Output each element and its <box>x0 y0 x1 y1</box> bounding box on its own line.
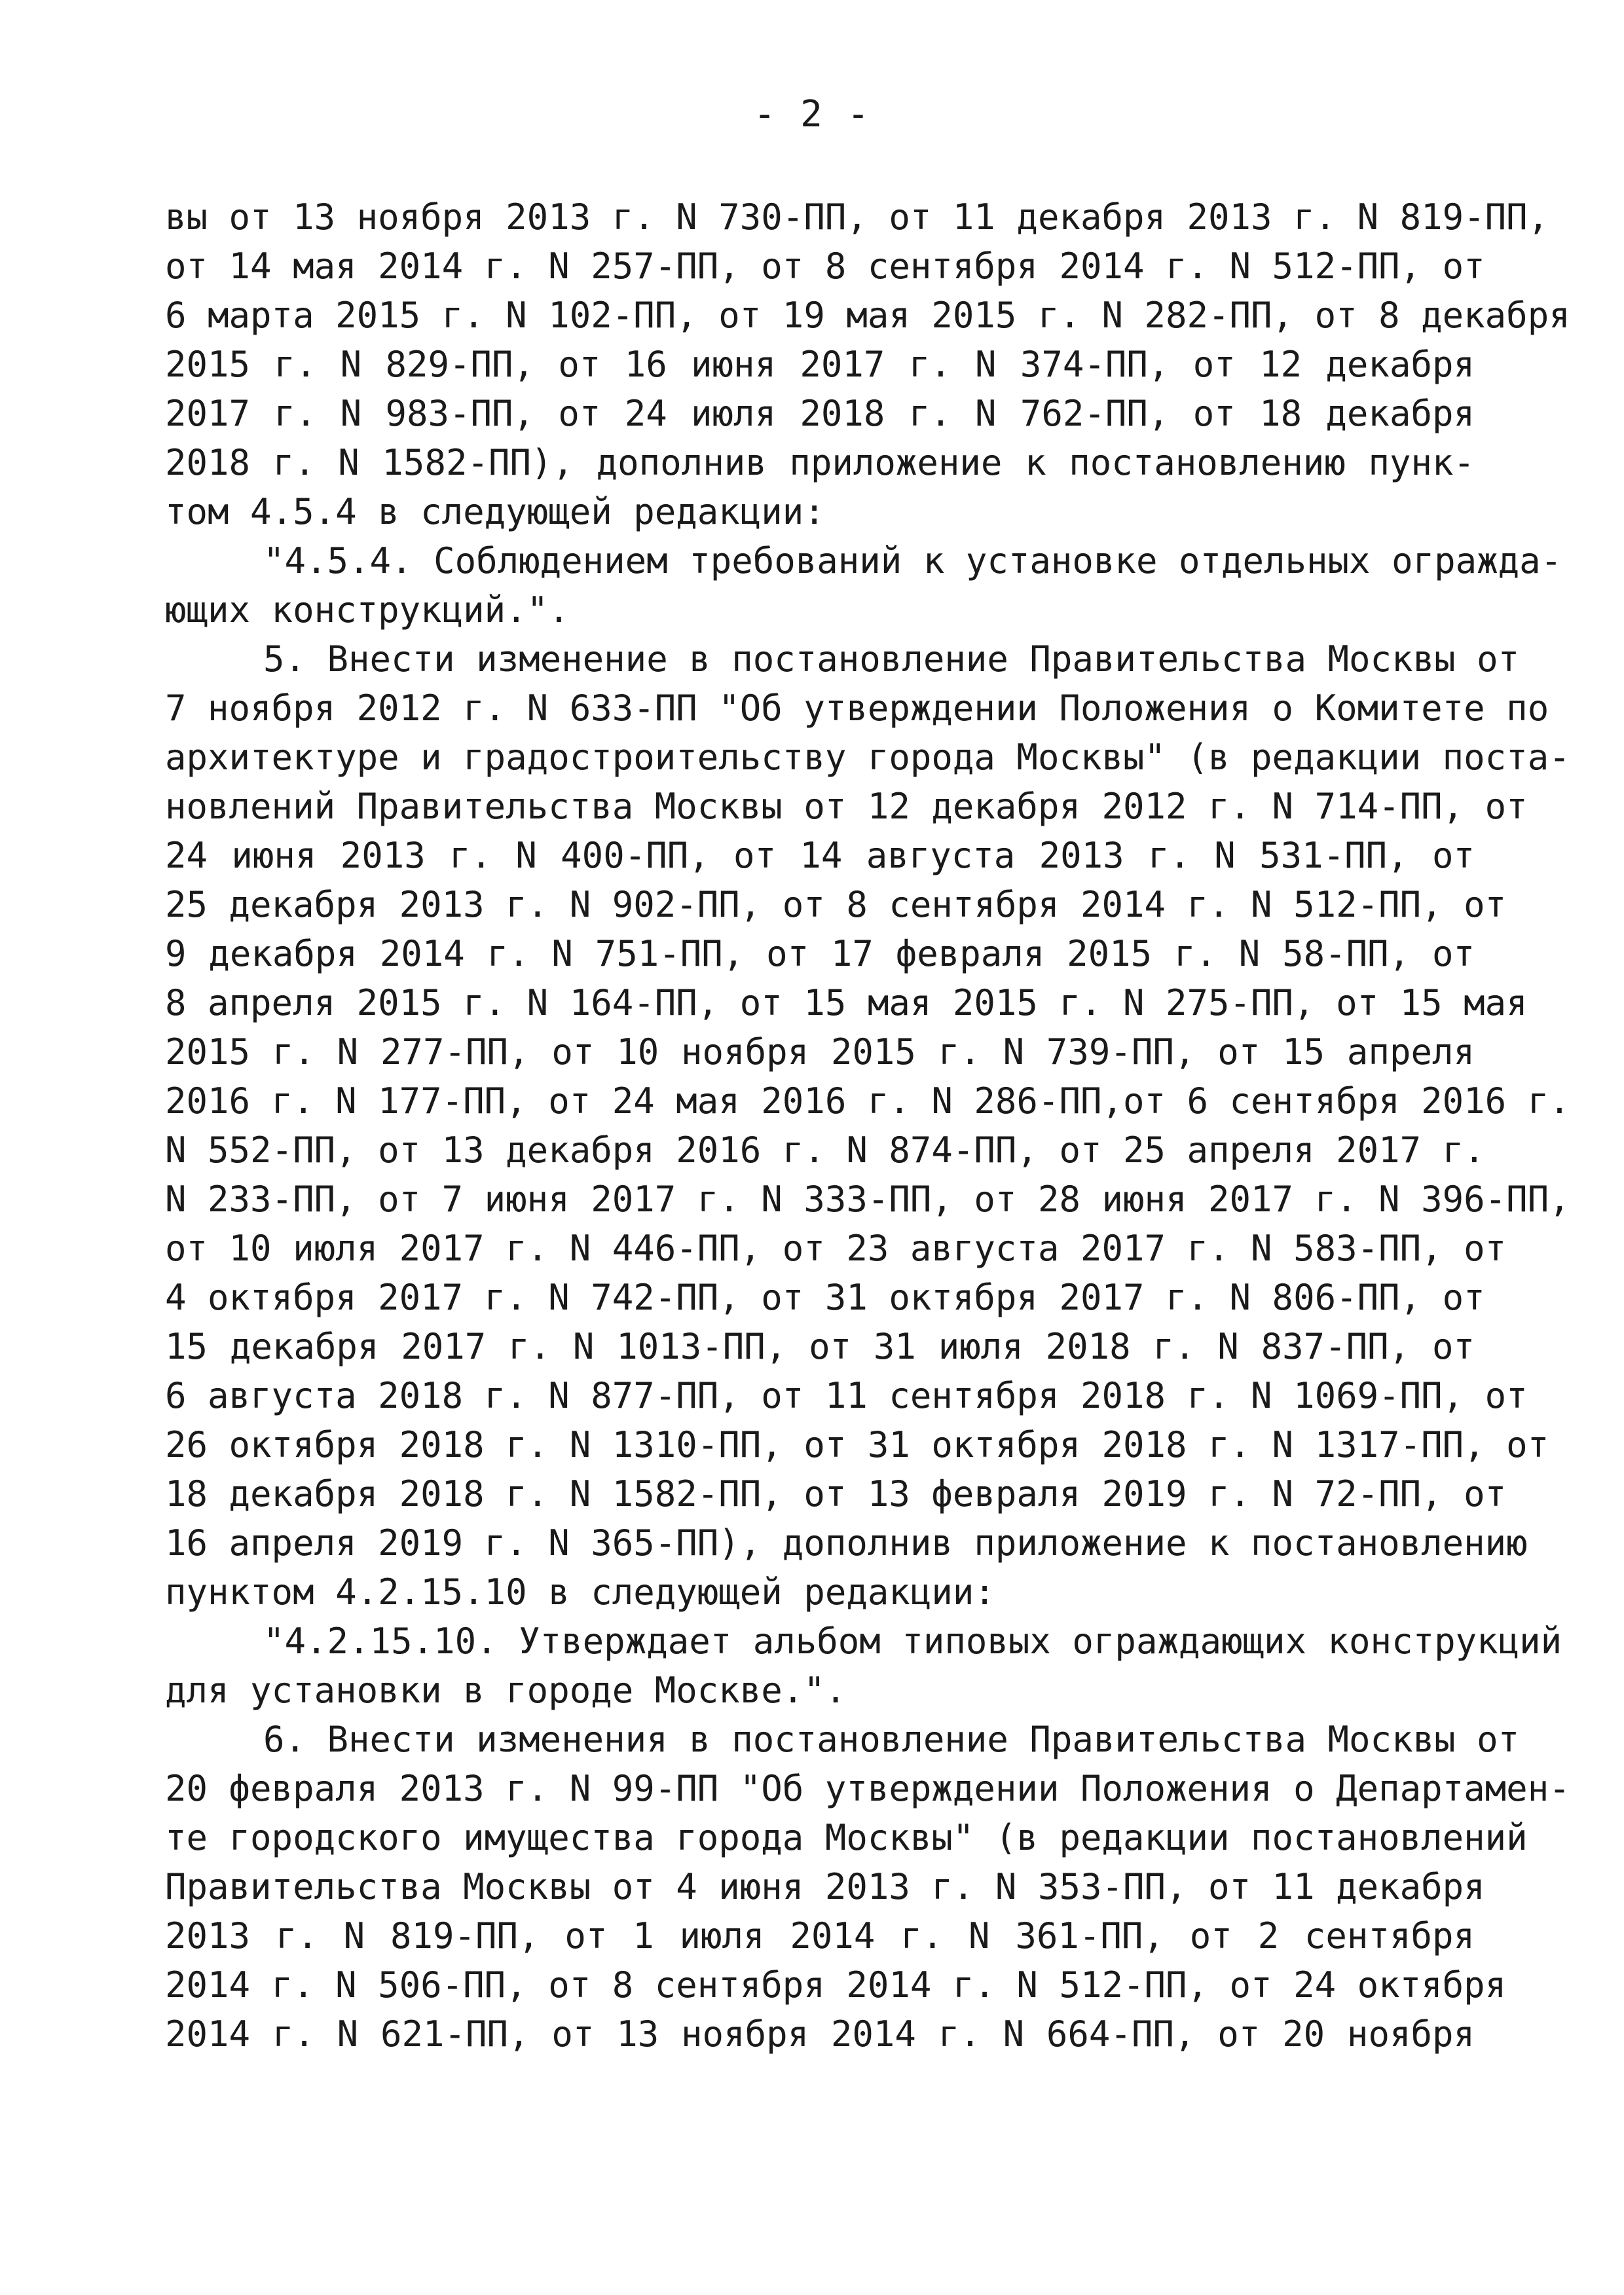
text-line: 16 апреля 2019 г. N 365-ПП), дополнив приложение к постановлению <box>165 1522 1528 1564</box>
text-line: от 14 мая 2014 г. N 257-ПП, от 8 сентября 2014 г. N 512-ПП, от <box>165 246 1485 287</box>
text-line: Правительства Москвы от 4 июня 2013 г. N 353-ПП, от 11 декабря <box>165 1866 1485 1907</box>
text-line: 6 августа 2018 г. N 877-ПП, от 11 сентября 2018 г. N 1069-ПП, от <box>165 1375 1528 1416</box>
text-line: те городского имущества города Москвы" (в редакции постановлений <box>165 1817 1528 1858</box>
text-line: N 233-ПП, от 7 июня 2017 г. N 333-ПП, от 28 июня 2017 г. N 396-ПП, <box>165 1179 1570 1220</box>
text-line: 2015 г. N 829-ПП, от 16 июня 2017 г. N 374-ПП, от 12 декабря <box>165 344 1475 385</box>
text-line: 8 апреля 2015 г. N 164-ПП, от 15 мая 2015 г. N 275-ПП, от 15 мая <box>165 982 1528 1023</box>
text-line: 25 декабря 2013 г. N 902-ПП, от 8 сентября 2014 г. N 512-ПП, от <box>165 884 1507 925</box>
text-line: 2014 г. N 506-ПП, от 8 сентября 2014 г. N 512-ПП, от 24 октября <box>165 1964 1507 2006</box>
text-line: 2015 г. N 277-ПП, от 10 ноября 2015 г. N 739-ПП, от 15 апреля <box>165 1031 1475 1073</box>
text-line: 7 ноября 2012 г. N 633-ПП "Об утверждении Положения о Комитете по <box>165 688 1549 729</box>
text-line: "4.2.15.10. Утверждает альбом типовых ограждающих конструкций <box>263 1621 1562 1662</box>
text-line: 2013 г. N 819-ПП, от 1 июля 2014 г. N 361-ПП, от 2 сентября <box>165 1915 1475 1956</box>
text-line: от 10 июля 2017 г. N 446-ПП, от 23 августа 2017 г. N 583-ПП, от <box>165 1228 1507 1269</box>
text-line: архитектуре и градостроительству города Москвы" (в редакции поста- <box>165 737 1570 778</box>
text-line: для установки в городе Москве.". <box>165 1670 847 1711</box>
body-text <box>165 193 1570 2059</box>
text-line: 2018 г. N 1582-ПП), дополнив приложение к постановлению пунк- <box>165 442 1475 483</box>
text-line: новлений Правительства Москвы от 12 декабря 2012 г. N 714-ПП, от <box>165 786 1528 827</box>
text-line: том 4.5.4 в следующей редакции: <box>165 491 825 532</box>
text-line: вы от 13 ноября 2013 г. N 730-ПП, от 11 декабря 2013 г. N 819-ПП, <box>165 196 1549 238</box>
text-line: 6. Внести изменения в постановление Правительства Москвы от <box>263 1719 1520 1760</box>
text-line: 4 октября 2017 г. N 742-ПП, от 31 октября 2017 г. N 806-ПП, от <box>165 1277 1485 1318</box>
text-line: 2014 г. N 621-ПП, от 13 ноября 2014 г. N 664-ПП, от 20 ноября <box>165 2013 1475 2055</box>
text-line: 18 декабря 2018 г. N 1582-ПП, от 13 февраля 2019 г. N 72-ПП, от <box>165 1473 1507 1515</box>
text-line: 26 октября 2018 г. N 1310-ПП, от 31 октября 2018 г. N 1317-ПП, от <box>165 1424 1549 1465</box>
text-line: 20 февраля 2013 г. N 99-ПП "Об утверждении Положения о Департамен- <box>165 1768 1570 1809</box>
text-line: 24 июня 2013 г. N 400-ПП, от 14 августа 2013 г. N 531-ПП, от <box>165 835 1475 876</box>
page-number: - 2 - <box>753 93 871 136</box>
text-line: 5. Внести изменение в постановление Правительства Москвы от <box>263 638 1520 680</box>
text-line: 9 декабря 2014 г. N 751-ПП, от 17 февраля 2015 г. N 58-ПП, от <box>165 933 1475 974</box>
text-line: 2017 г. N 983-ПП, от 24 июля 2018 г. N 762-ПП, от 18 декабря <box>165 393 1475 434</box>
text-line: "4.5.4. Соблюдением требований к установке отдельных огражда- <box>263 540 1562 581</box>
text-line: 6 марта 2015 г. N 102-ПП, от 19 мая 2015 г. N 282-ПП, от 8 декабря <box>165 295 1570 336</box>
text-line: 2016 г. N 177-ПП, от 24 мая 2016 г. N 286-ПП,от 6 сентября 2016 г. <box>165 1080 1570 1122</box>
text-line: пунктом 4.2.15.10 в следующей редакции: <box>165 1571 995 1613</box>
text-line: N 552-ПП, от 13 декабря 2016 г. N 874-ПП, от 25 апреля 2017 г. <box>165 1129 1485 1171</box>
text-line: ющих конструкций.". <box>165 589 570 631</box>
text-line: 15 декабря 2017 г. N 1013-ПП, от 31 июля 2018 г. N 837-ПП, от <box>165 1326 1475 1367</box>
